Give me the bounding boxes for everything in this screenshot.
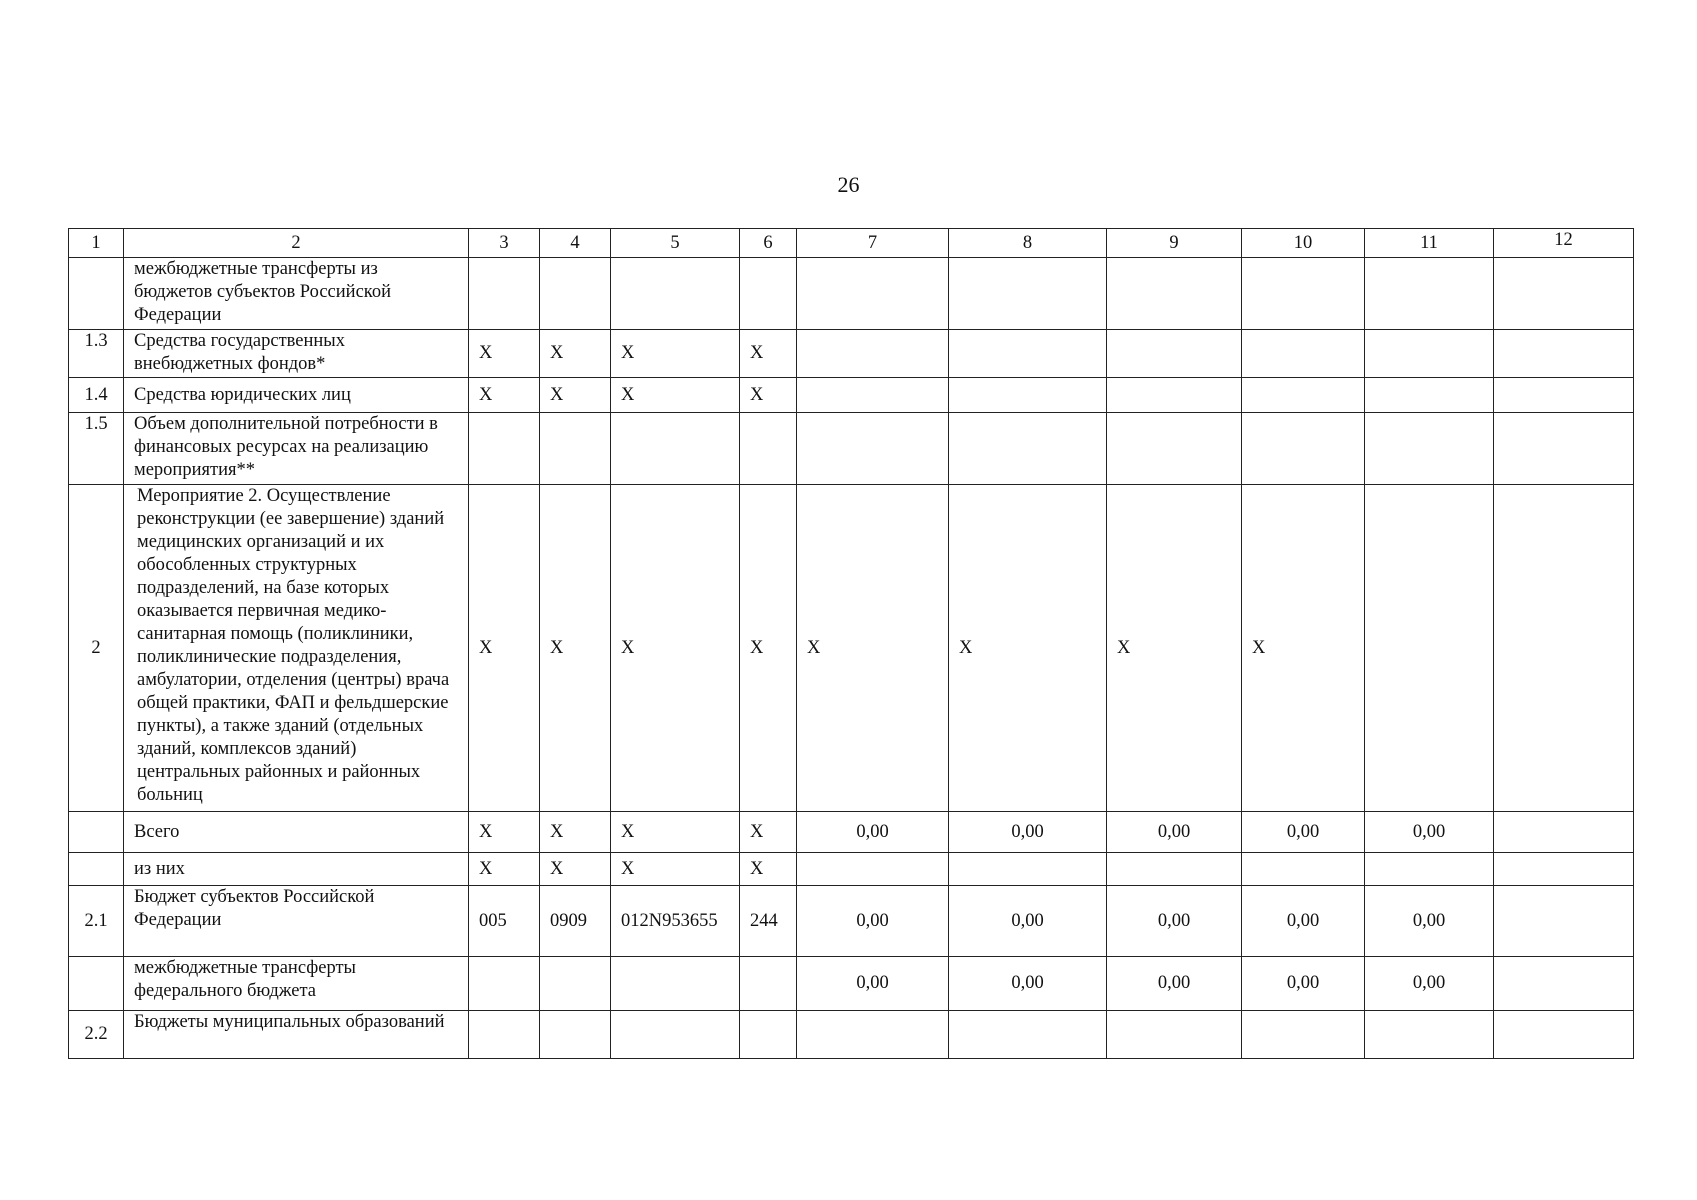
cell-col11 [1365, 1011, 1494, 1059]
row-number-cell: 1.3 [69, 330, 124, 378]
cell-col10: 0,00 [1242, 812, 1365, 853]
cell-col10 [1242, 330, 1365, 378]
cell-col12 [1494, 853, 1634, 886]
table-row [69, 812, 1634, 853]
cell-col3 [469, 1011, 540, 1059]
cell-col3: X [469, 853, 540, 886]
cell-col9 [1107, 330, 1242, 378]
cell-col8 [949, 1011, 1107, 1059]
cell-col11 [1365, 853, 1494, 886]
cell-col7 [797, 413, 949, 485]
cell-col11: 0,00 [1365, 886, 1494, 957]
table-row [69, 1011, 1634, 1059]
row-number-cell [69, 258, 124, 330]
cell-col5 [611, 957, 740, 1011]
cell-col10 [1242, 853, 1365, 886]
cell-col12 [1494, 330, 1634, 378]
cell-col8 [949, 258, 1107, 330]
cell-col4 [540, 413, 611, 485]
cell-col6 [740, 258, 797, 330]
cell-col12 [1494, 378, 1634, 413]
cell-col7 [797, 853, 949, 886]
cell-col7 [797, 1011, 949, 1059]
cell-col10 [1242, 378, 1365, 413]
cell-col3: X [469, 485, 540, 812]
cell-col5 [611, 413, 740, 485]
cell-col4: X [540, 853, 611, 886]
row-number-cell [69, 812, 124, 853]
cell-col9: X [1107, 485, 1242, 812]
cell-col8 [949, 378, 1107, 413]
cell-col12 [1494, 413, 1634, 485]
table-row [69, 378, 1634, 413]
column-header: 3 [469, 229, 540, 258]
cell-col10: X [1242, 485, 1365, 812]
cell-col9 [1107, 413, 1242, 485]
row-number-cell [69, 853, 124, 886]
cell-col4: 0909 [540, 886, 611, 957]
cell-col4 [540, 957, 611, 1011]
column-header: 2 [124, 229, 469, 258]
cell-col11 [1365, 378, 1494, 413]
row-label-cell: Бюджеты муниципальных образований [124, 1011, 469, 1059]
cell-col12 [1494, 812, 1634, 853]
row-number-cell: 2.2 [69, 1011, 124, 1059]
row-number-cell [69, 957, 124, 1011]
page-number: 26 [837, 172, 860, 197]
row-number-cell: 1.5 [69, 413, 124, 485]
cell-col12 [1494, 886, 1634, 957]
cell-col3 [469, 957, 540, 1011]
cell-col3: X [469, 812, 540, 853]
column-header: 9 [1107, 229, 1242, 258]
column-header: 12 [1494, 229, 1634, 258]
cell-col3 [469, 413, 540, 485]
column-header: 5 [611, 229, 740, 258]
cell-col12 [1494, 258, 1634, 330]
financing-table [68, 228, 1634, 1059]
row-label-cell: межбюджетные трансферты из бюджетов субъектов Российской Федерации [124, 258, 469, 330]
cell-col7: X [797, 485, 949, 812]
cell-col5: X [611, 378, 740, 413]
cell-col7 [797, 330, 949, 378]
column-header: 4 [540, 229, 611, 258]
cell-col3: X [469, 378, 540, 413]
cell-col8: 0,00 [949, 957, 1107, 1011]
cell-col12 [1494, 1011, 1634, 1059]
table-row [69, 853, 1634, 886]
cell-col6: X [740, 378, 797, 413]
row-number-cell: 1.4 [69, 378, 124, 413]
table-row [69, 330, 1634, 378]
row-label-cell: Средства государственных внебюджетных фондов* [124, 330, 469, 378]
cell-col3 [469, 258, 540, 330]
cell-col6 [740, 1011, 797, 1059]
cell-col10 [1242, 1011, 1365, 1059]
column-header: 6 [740, 229, 797, 258]
cell-col9 [1107, 853, 1242, 886]
row-label-cell: Объем дополнительной потребности в финансовых ресурсах на реализацию мероприятия** [124, 413, 469, 485]
cell-col7: 0,00 [797, 957, 949, 1011]
cell-col7 [797, 258, 949, 330]
cell-col6: X [740, 330, 797, 378]
cell-col4 [540, 258, 611, 330]
table-row [69, 413, 1634, 485]
cell-col4 [540, 1011, 611, 1059]
cell-col5 [611, 1011, 740, 1059]
cell-col3: X [469, 330, 540, 378]
row-number-cell: 2.1 [69, 886, 124, 957]
cell-col7: 0,00 [797, 812, 949, 853]
cell-col7 [797, 378, 949, 413]
row-label-cell: Средства юридических лиц [124, 378, 469, 413]
cell-col5: X [611, 485, 740, 812]
cell-col9 [1107, 1011, 1242, 1059]
cell-col5 [611, 258, 740, 330]
cell-col12 [1494, 957, 1634, 1011]
cell-col5: X [611, 853, 740, 886]
cell-col6 [740, 957, 797, 1011]
table-row [69, 957, 1634, 1011]
cell-col6: X [740, 853, 797, 886]
row-label-cell: Всего [124, 812, 469, 853]
cell-col9: 0,00 [1107, 957, 1242, 1011]
row-label-cell: Бюджет субъектов Российской Федерации [124, 886, 469, 957]
cell-col10 [1242, 413, 1365, 485]
cell-col4: X [540, 812, 611, 853]
cell-col11 [1365, 258, 1494, 330]
column-header: 8 [949, 229, 1107, 258]
column-header: 1 [69, 229, 124, 258]
cell-col6: X [740, 812, 797, 853]
cell-col12 [1494, 485, 1634, 812]
table-row [69, 886, 1634, 957]
cell-col9 [1107, 378, 1242, 413]
cell-col11 [1365, 330, 1494, 378]
cell-col8 [949, 413, 1107, 485]
row-label-cell: межбюджетные трансферты федерального бюджета [124, 957, 469, 1011]
table-row [69, 258, 1634, 330]
cell-col5: X [611, 812, 740, 853]
row-label-cell: из них [124, 853, 469, 886]
cell-col10: 0,00 [1242, 886, 1365, 957]
cell-col8 [949, 853, 1107, 886]
cell-col8: X [949, 485, 1107, 812]
cell-col6: X [740, 485, 797, 812]
cell-col4: X [540, 485, 611, 812]
row-number-cell: 2 [69, 485, 124, 812]
cell-col10: 0,00 [1242, 957, 1365, 1011]
cell-col5: 012N953655 [611, 886, 740, 957]
cell-col4: X [540, 378, 611, 413]
column-header: 11 [1365, 229, 1494, 258]
cell-col11 [1365, 413, 1494, 485]
cell-col11 [1365, 485, 1494, 812]
column-header: 7 [797, 229, 949, 258]
cell-col4: X [540, 330, 611, 378]
cell-col10 [1242, 258, 1365, 330]
cell-col8 [949, 330, 1107, 378]
column-header: 10 [1242, 229, 1365, 258]
cell-col7: 0,00 [797, 886, 949, 957]
cell-col9 [1107, 258, 1242, 330]
cell-col11: 0,00 [1365, 957, 1494, 1011]
cell-col6 [740, 413, 797, 485]
cell-col5: X [611, 330, 740, 378]
cell-col8: 0,00 [949, 812, 1107, 853]
cell-col9: 0,00 [1107, 886, 1242, 957]
table-row [69, 485, 1634, 812]
column-number-row [69, 229, 1634, 258]
cell-col8: 0,00 [949, 886, 1107, 957]
cell-col3: 005 [469, 886, 540, 957]
cell-col6: 244 [740, 886, 797, 957]
row-label-cell: Мероприятие 2. Осуществление реконструкции (ее завершение) зданий медицинских организаций и их обособленных структурных подразделений, на базе которых оказывается первичная медико-санитарная помощь (поликлиники, поликлинические подразделения, амбулатории, отделения (центры) врача общей практики, ФАП и фельдшерские пункты), а также зданий (отдельных зданий, комплексов зданий) центральных районных и районных больниц [124, 485, 469, 812]
cell-col9: 0,00 [1107, 812, 1242, 853]
cell-col11: 0,00 [1365, 812, 1494, 853]
